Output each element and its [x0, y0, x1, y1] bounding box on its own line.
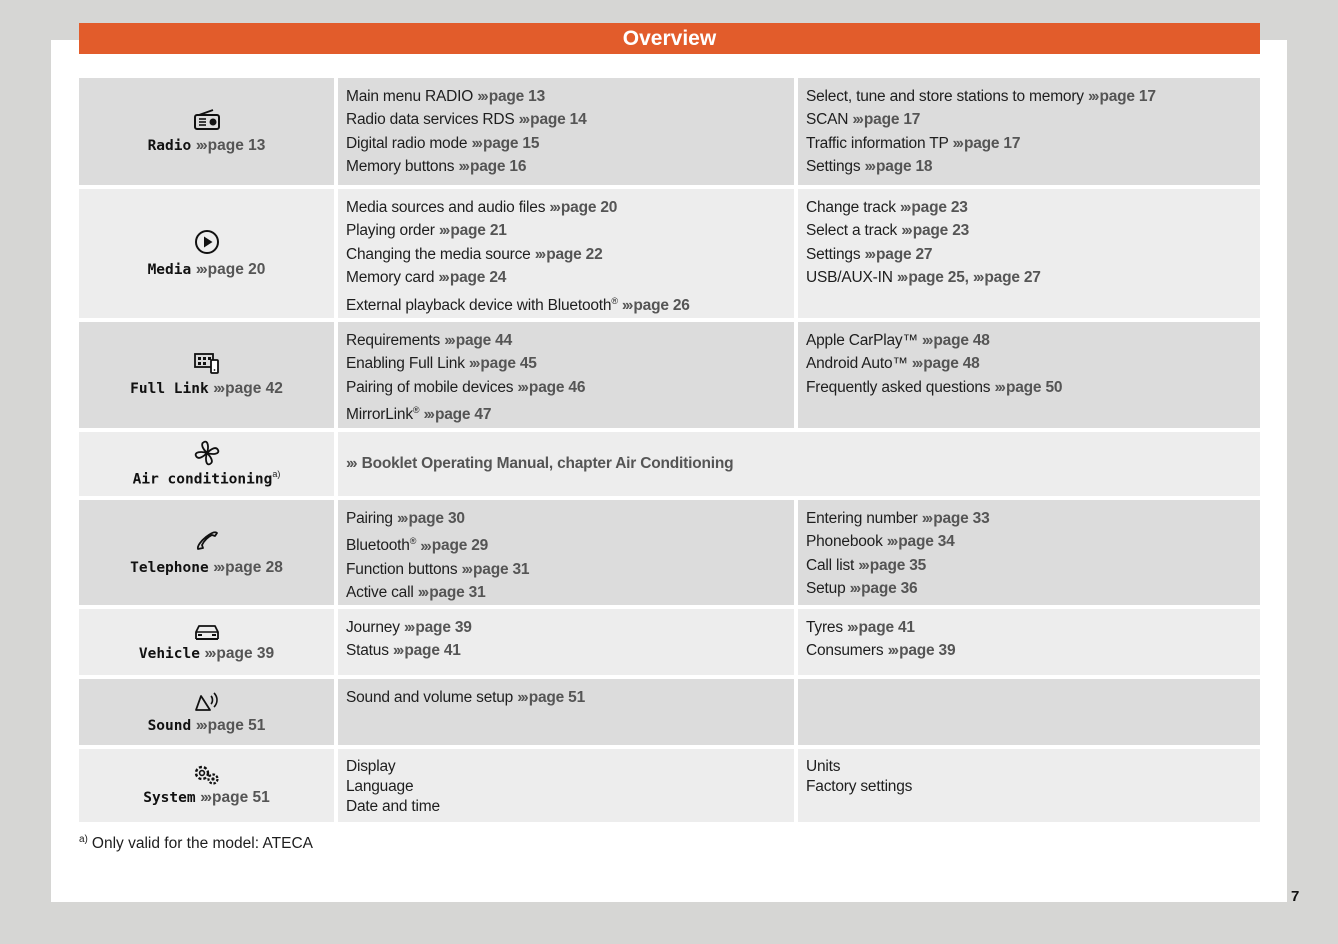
list-item[interactable]: Status ››› page 41: [346, 642, 461, 660]
table-row-radio: [79, 78, 1260, 185]
table-row-sound: [79, 679, 1260, 745]
category-sound[interactable]: Sound ››› page 51: [79, 679, 334, 745]
list-item[interactable]: Call list ››› page 35: [806, 556, 927, 574]
list-item[interactable]: Select, tune and store stations to memory ››› page 17: [806, 88, 1156, 105]
list-item[interactable]: Digital radio mode ››› page 15: [346, 134, 540, 152]
list-item[interactable]: Entering number ››› page 33: [806, 510, 990, 527]
list-item[interactable]: Display: [346, 758, 396, 775]
footnote: $^{a)}$ Only valid for the model: ATECA: [79, 834, 314, 853]
list-item[interactable]: SCAN ››› page 17: [806, 111, 921, 129]
table-row-media: [79, 189, 1260, 318]
category-media[interactable]: Media ››› page 20: [79, 189, 334, 318]
speaker-icon: [193, 690, 221, 714]
list-item[interactable]: Requirements ››› page 44: [346, 332, 513, 349]
list-item[interactable]: Active call ››› page 31: [346, 584, 486, 602]
list-item[interactable]: Enabling Full Link ››› page 45: [346, 355, 537, 373]
category-vehicle[interactable]: Vehicle ››› page 39: [79, 609, 334, 675]
list-item[interactable]: Pairing ››› page 30: [346, 510, 465, 527]
phone-icon: [194, 529, 220, 553]
list-item[interactable]: Frequently asked questions ››› page 50: [806, 378, 1063, 396]
list-item[interactable]: Apple CarPlay™ ››› page 48: [806, 332, 990, 349]
list-item[interactable]: Journey ››› page 39: [346, 619, 472, 636]
page-number: 7: [1291, 888, 1300, 905]
gears-icon: [192, 764, 222, 786]
category-telephone[interactable]: Telephone ››› page 28: [79, 500, 334, 605]
table-row-vehicle: [79, 609, 1260, 675]
category-system[interactable]: System ››› page 51: [79, 749, 334, 822]
overview-table: [79, 78, 1260, 826]
list-item[interactable]: Main menu RADIO ››› page 13: [346, 88, 546, 105]
list-item[interactable]: Date and time: [346, 798, 440, 815]
full-link-icon: [193, 352, 221, 374]
table-row-air-conditioning: [79, 432, 1260, 496]
list-item[interactable]: Change track ››› page 23: [806, 199, 968, 216]
list-item[interactable]: Factory settings: [806, 778, 913, 795]
table-row-telephone: [79, 500, 1260, 605]
list-item[interactable]: Radio data services RDS ››› page 14: [346, 111, 587, 129]
list-item[interactable]: MirrorLink® ››› page 47: [346, 405, 492, 424]
list-item[interactable]: Settings ››› page 27: [806, 245, 933, 263]
list-item[interactable]: Changing the media source ››› page 22: [346, 245, 603, 263]
table-row-system: [79, 749, 1260, 822]
list-item[interactable]: Traffic information TP ››› page 17: [806, 134, 1021, 152]
list-item[interactable]: Setup ››› page 36: [806, 580, 918, 598]
list-item[interactable]: Settings ››› page 18: [806, 158, 933, 176]
list-item[interactable]: Units: [806, 758, 841, 775]
fan-icon: [194, 440, 220, 466]
page-title: Overview: [79, 23, 1260, 54]
list-item[interactable]: Memory buttons ››› page 16: [346, 158, 527, 176]
booklet-reference[interactable]: ››› Booklet Operating Manual, chapter Air Conditioning: [346, 455, 734, 473]
category-air-conditioning[interactable]: Air conditioning$^{a)}$: [79, 432, 334, 496]
radio-icon: [193, 109, 221, 131]
list-item[interactable]: USB/AUX-IN ››› page 25, ››› page 27: [806, 269, 1041, 287]
category-radio[interactable]: Radio ››› page 13: [79, 78, 334, 185]
table-row-full-link: [79, 322, 1260, 428]
play-icon: [194, 229, 220, 255]
list-item[interactable]: Media sources and audio files ››› page 20: [346, 199, 618, 216]
list-item[interactable]: Select a track ››› page 23: [806, 222, 970, 240]
list-item[interactable]: Memory card ››› page 24: [346, 269, 507, 287]
list-item[interactable]: Tyres ››› page 41: [806, 619, 915, 636]
car-icon: [193, 622, 221, 642]
list-item[interactable]: Consumers ››› page 39: [806, 642, 956, 660]
list-item[interactable]: Playing order ››› page 21: [346, 222, 507, 240]
list-item[interactable]: Language: [346, 778, 414, 795]
list-item[interactable]: Android Auto™ ››› page 48: [806, 355, 980, 373]
category-full-link[interactable]: Full Link ››› page 42: [79, 322, 334, 428]
list-item[interactable]: External playback device with Bluetooth® ››› page 26: [346, 295, 690, 314]
list-item[interactable]: Sound and volume setup ››› page 51: [346, 689, 586, 706]
list-item[interactable]: Bluetooth® ››› page 29: [346, 536, 489, 555]
list-item[interactable]: Pairing of mobile devices ››› page 46: [346, 378, 586, 396]
list-item[interactable]: Function buttons ››› page 31: [346, 560, 530, 578]
list-item[interactable]: Phonebook ››› page 34: [806, 533, 955, 551]
